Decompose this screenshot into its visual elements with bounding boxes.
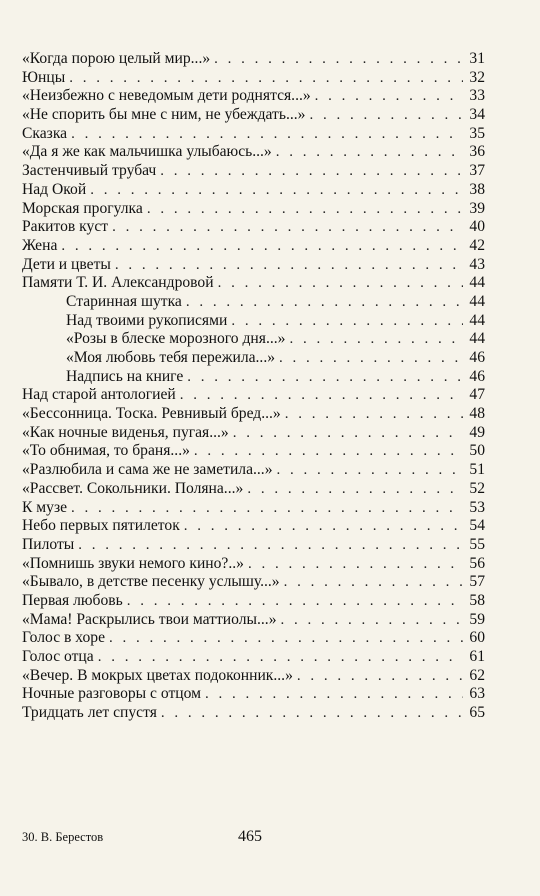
page-number: 465 xyxy=(238,828,262,845)
dot-leader xyxy=(233,424,463,443)
dot-leader xyxy=(115,256,463,275)
dot-leader xyxy=(309,106,463,125)
toc-entry-page: 47 xyxy=(469,386,485,404)
dot-leader xyxy=(147,200,463,219)
toc-entry xyxy=(22,685,485,704)
toc-entry xyxy=(22,125,485,144)
toc-entry-page: 42 xyxy=(469,236,485,254)
dot-leader xyxy=(289,330,463,349)
toc-entry-page: 36 xyxy=(469,143,485,161)
toc-entry-title: Ночные разговоры с отцом xyxy=(22,685,201,703)
table-of-contents xyxy=(22,50,485,723)
toc-entry-page: 50 xyxy=(469,442,485,460)
toc-entry xyxy=(22,461,485,480)
toc-entry xyxy=(22,405,485,424)
toc-entry-page: 61 xyxy=(469,648,485,665)
toc-entry-title: Над старой антологией xyxy=(22,386,176,404)
toc-entry-title: «Разлюбила и сама же не заметила...» xyxy=(22,461,273,479)
toc-entry xyxy=(22,69,485,88)
toc-entry-page: 62 xyxy=(469,666,485,684)
dot-leader xyxy=(205,685,463,704)
toc-entry-title: Первая любовь xyxy=(22,591,123,609)
toc-entry xyxy=(22,181,485,200)
dot-leader xyxy=(276,143,463,162)
toc-entry xyxy=(22,200,485,219)
toc-entry-page: 58 xyxy=(469,591,485,609)
toc-entry-page: 51 xyxy=(469,461,485,479)
toc-entry xyxy=(22,592,485,611)
toc-entry-title: Пилоты xyxy=(22,535,75,553)
toc-entry-title: Морская прогулка xyxy=(22,199,143,217)
dot-leader xyxy=(218,274,463,293)
toc-entry-title: «Мама! Раскрылись твои маттиолы...» xyxy=(22,610,277,628)
toc-entry-page: 55 xyxy=(469,535,485,553)
toc-entry xyxy=(22,106,485,125)
toc-entry-page: 54 xyxy=(469,517,485,535)
toc-entry-title: К музе xyxy=(22,498,68,516)
toc-entry-page: 56 xyxy=(469,554,485,572)
dot-leader xyxy=(186,293,463,312)
toc-entry xyxy=(22,667,485,686)
toc-entry xyxy=(22,237,485,256)
toc-entry-page: 39 xyxy=(469,199,485,217)
toc-entry xyxy=(22,368,485,387)
toc-entry xyxy=(22,349,485,368)
dot-leader xyxy=(248,555,463,574)
toc-entry-title: «Розы в блеске морозного дня...» xyxy=(66,330,286,348)
toc-entry xyxy=(22,480,485,499)
toc-entry-title: «Не спорить бы мне с ним, не убеждать...» xyxy=(22,106,306,124)
toc-entry xyxy=(22,442,485,461)
dot-leader xyxy=(297,667,463,686)
toc-entry-title: «Неизбежно с неведомым дети роднятся...» xyxy=(22,87,311,105)
toc-entry-page: 38 xyxy=(469,180,485,198)
dot-leader xyxy=(281,611,464,630)
toc-entry-title: Голос отца xyxy=(22,648,94,665)
toc-entry xyxy=(22,312,485,331)
toc-entry-page: 32 xyxy=(469,68,485,86)
dot-leader xyxy=(109,629,463,648)
toc-entry xyxy=(22,293,485,312)
toc-entry-title: Голос в хоре xyxy=(22,629,106,647)
dot-leader xyxy=(69,69,463,88)
toc-entry-page: 37 xyxy=(469,162,485,180)
toc-entry-title: «Моя любовь тебя пережила...» xyxy=(66,349,276,366)
toc-entry xyxy=(22,555,485,574)
toc-entry-page: 49 xyxy=(469,423,485,441)
dot-leader xyxy=(285,405,463,424)
toc-entry-title: Надпись на книге xyxy=(66,367,184,385)
toc-entry-title: Юнцы xyxy=(22,68,66,86)
toc-entry-page: 46 xyxy=(469,349,485,366)
toc-entry xyxy=(22,162,485,181)
toc-entry-title: Тридцать лет спустя xyxy=(22,704,157,722)
toc-entry-title: Над Окой xyxy=(22,180,87,198)
dot-leader xyxy=(78,536,463,555)
toc-entry-title: «Бессонница. Тоска. Ревнивый бред...» xyxy=(22,405,281,423)
dot-leader xyxy=(284,573,463,592)
toc-entry-title: «Вечер. В мокрых цветах подоконник...» xyxy=(22,666,293,684)
toc-entry-page: 43 xyxy=(469,255,485,273)
toc-entry xyxy=(22,611,485,630)
toc-entry-title: Ракитов куст xyxy=(22,218,109,236)
toc-entry xyxy=(22,87,485,106)
dot-leader xyxy=(98,648,463,667)
toc-entry-page: 44 xyxy=(469,311,485,329)
toc-entry-title: Сказка xyxy=(22,124,68,142)
toc-entry-page: 53 xyxy=(469,498,485,516)
toc-entry-title: «Когда порою целый мир...» xyxy=(22,50,211,67)
toc-entry-page: 57 xyxy=(469,573,485,591)
toc-entry-title: «Бывало, в детстве песенку услышу...» xyxy=(22,573,280,591)
toc-entry xyxy=(22,424,485,443)
dot-leader xyxy=(90,181,463,200)
toc-entry-title: «Как ночные виденья, пугая...» xyxy=(22,423,229,441)
toc-entry-page: 40 xyxy=(469,218,485,236)
dot-leader xyxy=(214,50,463,69)
toc-entry xyxy=(22,386,485,405)
dot-leader xyxy=(160,162,463,181)
toc-entry-title: «Да я же как мальчишка улыбаюсь...» xyxy=(22,143,272,161)
toc-entry xyxy=(22,704,485,723)
dot-leader xyxy=(315,87,463,106)
dot-leader xyxy=(279,349,463,368)
toc-entry-page: 46 xyxy=(469,367,485,385)
toc-entry-title: Дети и цветы xyxy=(22,255,111,273)
toc-entry xyxy=(22,629,485,648)
toc-entry-page: 35 xyxy=(469,124,485,142)
toc-entry xyxy=(22,50,485,69)
dot-leader xyxy=(231,312,463,331)
toc-entry-page: 60 xyxy=(469,629,485,647)
toc-entry xyxy=(22,274,485,293)
dot-leader xyxy=(71,125,463,144)
toc-entry xyxy=(22,517,485,536)
toc-entry xyxy=(22,143,485,162)
dot-leader xyxy=(187,368,463,387)
toc-entry xyxy=(22,330,485,349)
toc-entry-title: «Помнишь звуки немого кино?..» xyxy=(22,554,244,572)
toc-entry-title: Небо первых пятилеток xyxy=(22,517,180,535)
dot-leader xyxy=(180,386,463,405)
toc-entry-page: 59 xyxy=(469,610,485,628)
toc-entry-page: 44 xyxy=(469,274,485,292)
toc-entry-page: 44 xyxy=(469,330,485,348)
toc-entry-title: Над твоими рукописями xyxy=(66,311,228,329)
toc-entry-page: 48 xyxy=(469,405,485,423)
toc-entry-page: 63 xyxy=(469,685,485,703)
toc-entry-page: 33 xyxy=(469,87,485,105)
toc-entry xyxy=(22,573,485,592)
toc-entry-page: 52 xyxy=(469,479,485,497)
toc-entry-page: 31 xyxy=(469,50,485,67)
dot-leader xyxy=(247,480,463,499)
page-footer xyxy=(0,828,540,848)
toc-entry-title: Застенчивый трубач xyxy=(22,162,157,180)
dot-leader xyxy=(61,237,463,256)
toc-entry xyxy=(22,218,485,237)
dot-leader xyxy=(194,442,463,461)
toc-entry xyxy=(22,499,485,518)
dot-leader xyxy=(161,704,463,723)
toc-entry-title: Жена xyxy=(22,236,58,254)
toc-entry xyxy=(22,256,485,275)
toc-entry xyxy=(22,648,485,667)
dot-leader xyxy=(71,499,463,518)
printer-signature: 30. В. Берестов xyxy=(22,830,104,844)
toc-entry-title: «Рассвет. Сокольники. Поляна...» xyxy=(22,479,244,497)
toc-entry-title: «То обнимая, то браня...» xyxy=(22,442,190,460)
toc-entry-page: 65 xyxy=(469,704,485,722)
dot-leader xyxy=(127,592,463,611)
dot-leader xyxy=(277,461,464,480)
toc-entry-title: Старинная шутка xyxy=(66,292,182,310)
toc-entry xyxy=(22,536,485,555)
toc-entry-page: 44 xyxy=(469,292,485,310)
toc-entry-title: Памяти Т. И. Александровой xyxy=(22,274,214,292)
toc-entry-page: 34 xyxy=(469,106,485,124)
dot-leader xyxy=(112,218,463,237)
dot-leader xyxy=(184,517,463,536)
